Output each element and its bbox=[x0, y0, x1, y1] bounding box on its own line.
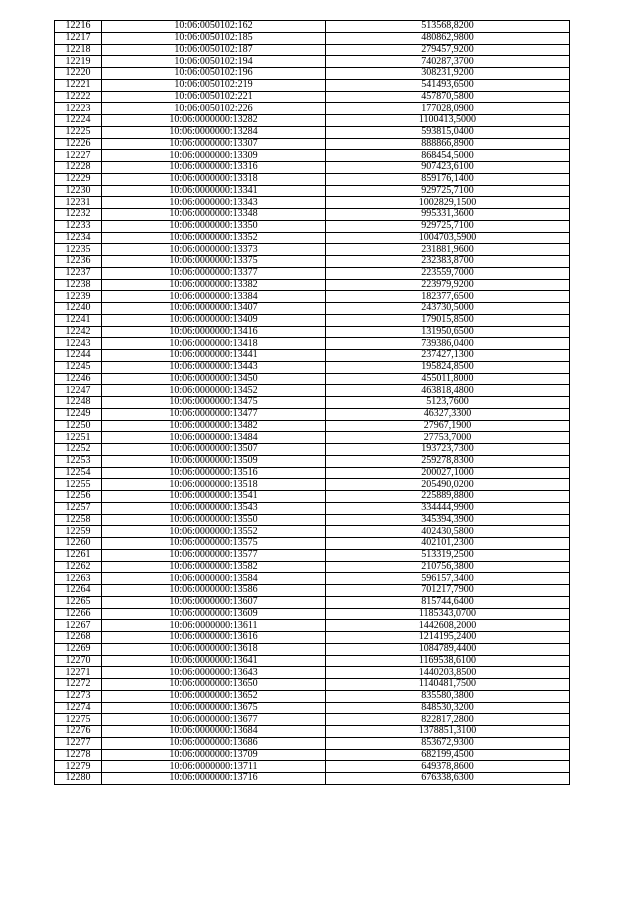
table-row bbox=[55, 126, 570, 138]
table-row bbox=[55, 350, 570, 362]
table-row bbox=[55, 303, 570, 315]
cadastral-value-cell: 223559,7000 bbox=[326, 267, 570, 279]
cadastral-number-cell: 10:06:0000000:13282 bbox=[102, 115, 326, 127]
cadastral-number-cell: 10:06:0000000:13543 bbox=[102, 502, 326, 514]
row-number-cell: 12279 bbox=[55, 761, 102, 773]
cadastral-value-cell: 177028,0900 bbox=[326, 103, 570, 115]
table-row bbox=[55, 432, 570, 444]
row-number-cell: 12235 bbox=[55, 244, 102, 256]
cadastral-number-cell: 10:06:0000000:13516 bbox=[102, 467, 326, 479]
table-row bbox=[55, 138, 570, 150]
row-number-cell: 12244 bbox=[55, 350, 102, 362]
cadastral-value-cell: 1084789,4400 bbox=[326, 643, 570, 655]
row-number-cell: 12237 bbox=[55, 267, 102, 279]
table-row bbox=[55, 68, 570, 80]
row-number-cell: 12230 bbox=[55, 185, 102, 197]
cadastral-value-cell: 345394,3900 bbox=[326, 514, 570, 526]
cadastral-value-cell: 182377,6500 bbox=[326, 291, 570, 303]
cadastral-number-cell: 10:06:0000000:13711 bbox=[102, 761, 326, 773]
cadastral-number-cell: 10:06:0000000:13507 bbox=[102, 444, 326, 456]
cadastral-number-cell: 10:06:0000000:13343 bbox=[102, 197, 326, 209]
row-number-cell: 12276 bbox=[55, 726, 102, 738]
table-row bbox=[55, 526, 570, 538]
row-number-cell: 12228 bbox=[55, 162, 102, 174]
row-number-cell: 12266 bbox=[55, 608, 102, 620]
row-number-cell: 12256 bbox=[55, 491, 102, 503]
cadastral-number-cell: 10:06:0000000:13409 bbox=[102, 314, 326, 326]
cadastral-value-table bbox=[54, 20, 570, 785]
cadastral-value-cell: 193723,7300 bbox=[326, 444, 570, 456]
cadastral-number-cell: 10:06:0000000:13318 bbox=[102, 173, 326, 185]
table-body bbox=[55, 21, 570, 785]
row-number-cell: 12231 bbox=[55, 197, 102, 209]
table-row bbox=[55, 256, 570, 268]
row-number-cell: 12268 bbox=[55, 632, 102, 644]
cadastral-value-cell: 223979,9200 bbox=[326, 279, 570, 291]
table-row bbox=[55, 714, 570, 726]
cadastral-value-cell: 1169538,6100 bbox=[326, 655, 570, 667]
table-row bbox=[55, 514, 570, 526]
cadastral-number-cell: 10:06:0000000:13686 bbox=[102, 737, 326, 749]
row-number-cell: 12255 bbox=[55, 479, 102, 491]
cadastral-value-cell: 200027,1000 bbox=[326, 467, 570, 479]
cadastral-value-cell: 822817,2800 bbox=[326, 714, 570, 726]
cadastral-value-cell: 848530,3200 bbox=[326, 702, 570, 714]
cadastral-value-cell: 739386,0400 bbox=[326, 338, 570, 350]
cadastral-number-cell: 10:06:0000000:13677 bbox=[102, 714, 326, 726]
cadastral-value-cell: 888866,8900 bbox=[326, 138, 570, 150]
row-number-cell: 12248 bbox=[55, 397, 102, 409]
row-number-cell: 12219 bbox=[55, 56, 102, 68]
row-number-cell: 12271 bbox=[55, 667, 102, 679]
table-row bbox=[55, 502, 570, 514]
cadastral-value-cell: 232383,8700 bbox=[326, 256, 570, 268]
cadastral-value-cell: 27753,7000 bbox=[326, 432, 570, 444]
table-row bbox=[55, 620, 570, 632]
row-number-cell: 12253 bbox=[55, 455, 102, 467]
cadastral-number-cell: 10:06:0000000:13650 bbox=[102, 679, 326, 691]
cadastral-number-cell: 10:06:0000000:13477 bbox=[102, 408, 326, 420]
row-number-cell: 12252 bbox=[55, 444, 102, 456]
table-row bbox=[55, 737, 570, 749]
row-number-cell: 12245 bbox=[55, 361, 102, 373]
cadastral-number-cell: 10:06:0050102:219 bbox=[102, 79, 326, 91]
cadastral-value-cell: 231881,9600 bbox=[326, 244, 570, 256]
row-number-cell: 12233 bbox=[55, 220, 102, 232]
cadastral-number-cell: 10:06:0000000:13541 bbox=[102, 491, 326, 503]
row-number-cell: 12267 bbox=[55, 620, 102, 632]
cadastral-value-cell: 225889,8800 bbox=[326, 491, 570, 503]
cadastral-number-cell: 10:06:0000000:13348 bbox=[102, 209, 326, 221]
row-number-cell: 12277 bbox=[55, 737, 102, 749]
table-row bbox=[55, 420, 570, 432]
row-number-cell: 12273 bbox=[55, 690, 102, 702]
table-row bbox=[55, 232, 570, 244]
row-number-cell: 12262 bbox=[55, 561, 102, 573]
cadastral-number-cell: 10:06:0000000:13675 bbox=[102, 702, 326, 714]
cadastral-value-cell: 1185343,0700 bbox=[326, 608, 570, 620]
table-row bbox=[55, 162, 570, 174]
row-number-cell: 12240 bbox=[55, 303, 102, 315]
cadastral-number-cell: 10:06:0000000:13350 bbox=[102, 220, 326, 232]
cadastral-value-cell: 259278,8300 bbox=[326, 455, 570, 467]
cadastral-value-cell: 853672,9300 bbox=[326, 737, 570, 749]
row-number-cell: 12275 bbox=[55, 714, 102, 726]
cadastral-value-cell: 835580,3800 bbox=[326, 690, 570, 702]
table-row bbox=[55, 467, 570, 479]
table-row bbox=[55, 185, 570, 197]
cadastral-number-cell: 10:06:0000000:13441 bbox=[102, 350, 326, 362]
table-row bbox=[55, 773, 570, 785]
cadastral-value-cell: 929725,7100 bbox=[326, 220, 570, 232]
cadastral-number-cell: 10:06:0000000:13450 bbox=[102, 373, 326, 385]
row-number-cell: 12224 bbox=[55, 115, 102, 127]
cadastral-value-cell: 463818,4800 bbox=[326, 385, 570, 397]
row-number-cell: 12222 bbox=[55, 91, 102, 103]
cadastral-value-cell: 907423,6100 bbox=[326, 162, 570, 174]
cadastral-value-cell: 1214195,2400 bbox=[326, 632, 570, 644]
cadastral-value-cell: 46327,3300 bbox=[326, 408, 570, 420]
row-number-cell: 12263 bbox=[55, 573, 102, 585]
table-row bbox=[55, 479, 570, 491]
table-row bbox=[55, 91, 570, 103]
row-number-cell: 12236 bbox=[55, 256, 102, 268]
row-number-cell: 12247 bbox=[55, 385, 102, 397]
cadastral-value-cell: 541493,6500 bbox=[326, 79, 570, 91]
cadastral-number-cell: 10:06:0000000:13475 bbox=[102, 397, 326, 409]
cadastral-number-cell: 10:06:0000000:13582 bbox=[102, 561, 326, 573]
cadastral-value-cell: 1440203,8500 bbox=[326, 667, 570, 679]
cadastral-number-cell: 10:06:0000000:13609 bbox=[102, 608, 326, 620]
table-row bbox=[55, 455, 570, 467]
table-row bbox=[55, 585, 570, 597]
row-number-cell: 12251 bbox=[55, 432, 102, 444]
cadastral-value-cell: 701217,7900 bbox=[326, 585, 570, 597]
row-number-cell: 12216 bbox=[55, 21, 102, 33]
row-number-cell: 12261 bbox=[55, 549, 102, 561]
cadastral-value-cell: 334444,9900 bbox=[326, 502, 570, 514]
cadastral-value-cell: 1442608,2000 bbox=[326, 620, 570, 632]
row-number-cell: 12243 bbox=[55, 338, 102, 350]
table-row bbox=[55, 279, 570, 291]
cadastral-value-cell: 868454,5000 bbox=[326, 150, 570, 162]
cadastral-number-cell: 10:06:0000000:13509 bbox=[102, 455, 326, 467]
row-number-cell: 12220 bbox=[55, 68, 102, 80]
row-number-cell: 12239 bbox=[55, 291, 102, 303]
row-number-cell: 12269 bbox=[55, 643, 102, 655]
cadastral-number-cell: 10:06:0000000:13618 bbox=[102, 643, 326, 655]
row-number-cell: 12270 bbox=[55, 655, 102, 667]
table-row bbox=[55, 385, 570, 397]
cadastral-number-cell: 10:06:0000000:13577 bbox=[102, 549, 326, 561]
row-number-cell: 12265 bbox=[55, 596, 102, 608]
table-row bbox=[55, 314, 570, 326]
cadastral-number-cell: 10:06:0000000:13550 bbox=[102, 514, 326, 526]
row-number-cell: 12223 bbox=[55, 103, 102, 115]
table-row bbox=[55, 596, 570, 608]
cadastral-number-cell: 10:06:0000000:13452 bbox=[102, 385, 326, 397]
table-row bbox=[55, 408, 570, 420]
cadastral-number-cell: 10:06:0000000:13518 bbox=[102, 479, 326, 491]
cadastral-number-cell: 10:06:0000000:13611 bbox=[102, 620, 326, 632]
cadastral-value-cell: 740287,3700 bbox=[326, 56, 570, 68]
cadastral-number-cell: 10:06:0000000:13375 bbox=[102, 256, 326, 268]
cadastral-value-cell: 179015,8500 bbox=[326, 314, 570, 326]
table-row bbox=[55, 326, 570, 338]
row-number-cell: 12257 bbox=[55, 502, 102, 514]
table-row bbox=[55, 643, 570, 655]
row-number-cell: 12242 bbox=[55, 326, 102, 338]
cadastral-value-cell: 649378,8600 bbox=[326, 761, 570, 773]
table-row bbox=[55, 573, 570, 585]
table-row bbox=[55, 56, 570, 68]
cadastral-value-cell: 815744,6400 bbox=[326, 596, 570, 608]
cadastral-value-cell: 682199,4500 bbox=[326, 749, 570, 761]
row-number-cell: 12264 bbox=[55, 585, 102, 597]
cadastral-value-cell: 279457,9200 bbox=[326, 44, 570, 56]
cadastral-value-cell: 596157,3400 bbox=[326, 573, 570, 585]
cadastral-number-cell: 10:06:0050102:187 bbox=[102, 44, 326, 56]
cadastral-value-cell: 27967,1900 bbox=[326, 420, 570, 432]
cadastral-number-cell: 10:06:0050102:162 bbox=[102, 21, 326, 33]
cadastral-number-cell: 10:06:0000000:13552 bbox=[102, 526, 326, 538]
table-row bbox=[55, 173, 570, 185]
cadastral-value-cell: 995331,3600 bbox=[326, 209, 570, 221]
cadastral-number-cell: 10:06:0000000:13316 bbox=[102, 162, 326, 174]
cadastral-number-cell: 10:06:0000000:13484 bbox=[102, 432, 326, 444]
table-row bbox=[55, 538, 570, 550]
table-row bbox=[55, 444, 570, 456]
cadastral-number-cell: 10:06:0000000:13716 bbox=[102, 773, 326, 785]
cadastral-number-cell: 10:06:0000000:13341 bbox=[102, 185, 326, 197]
cadastral-value-cell: 195824,8500 bbox=[326, 361, 570, 373]
table-row bbox=[55, 373, 570, 385]
cadastral-number-cell: 10:06:0000000:13443 bbox=[102, 361, 326, 373]
table-row bbox=[55, 549, 570, 561]
cadastral-number-cell: 10:06:0000000:13641 bbox=[102, 655, 326, 667]
cadastral-value-cell: 402101,2300 bbox=[326, 538, 570, 550]
table-row bbox=[55, 667, 570, 679]
cadastral-number-cell: 10:06:0050102:221 bbox=[102, 91, 326, 103]
cadastral-value-cell: 1002829,1500 bbox=[326, 197, 570, 209]
cadastral-number-cell: 10:06:0000000:13407 bbox=[102, 303, 326, 315]
table-row bbox=[55, 32, 570, 44]
table-row bbox=[55, 608, 570, 620]
cadastral-number-cell: 10:06:0050102:185 bbox=[102, 32, 326, 44]
cadastral-value-cell: 513319,2500 bbox=[326, 549, 570, 561]
table-row bbox=[55, 702, 570, 714]
cadastral-number-cell: 10:06:0000000:13482 bbox=[102, 420, 326, 432]
table-row bbox=[55, 115, 570, 127]
row-number-cell: 12238 bbox=[55, 279, 102, 291]
cadastral-value-cell: 308231,9200 bbox=[326, 68, 570, 80]
cadastral-value-cell: 513568,8200 bbox=[326, 21, 570, 33]
cadastral-value-cell: 455011,8000 bbox=[326, 373, 570, 385]
cadastral-value-cell: 131950,6500 bbox=[326, 326, 570, 338]
cadastral-number-cell: 10:06:0000000:13416 bbox=[102, 326, 326, 338]
table-row bbox=[55, 361, 570, 373]
table-row bbox=[55, 655, 570, 667]
cadastral-value-cell: 859176,1400 bbox=[326, 173, 570, 185]
row-number-cell: 12249 bbox=[55, 408, 102, 420]
cadastral-value-cell: 237427,1300 bbox=[326, 350, 570, 362]
row-number-cell: 12260 bbox=[55, 538, 102, 550]
row-number-cell: 12226 bbox=[55, 138, 102, 150]
cadastral-number-cell: 10:06:0050102:226 bbox=[102, 103, 326, 115]
cadastral-value-cell: 1378851,3100 bbox=[326, 726, 570, 738]
table-row bbox=[55, 679, 570, 691]
cadastral-number-cell: 10:06:0000000:13284 bbox=[102, 126, 326, 138]
table-row bbox=[55, 103, 570, 115]
table-row bbox=[55, 491, 570, 503]
row-number-cell: 12254 bbox=[55, 467, 102, 479]
table-row bbox=[55, 338, 570, 350]
row-number-cell: 12258 bbox=[55, 514, 102, 526]
cadastral-value-cell: 5123,7600 bbox=[326, 397, 570, 409]
row-number-cell: 12259 bbox=[55, 526, 102, 538]
cadastral-number-cell: 10:06:0000000:13643 bbox=[102, 667, 326, 679]
cadastral-number-cell: 10:06:0000000:13684 bbox=[102, 726, 326, 738]
cadastral-value-cell: 480862,9800 bbox=[326, 32, 570, 44]
cadastral-number-cell: 10:06:0000000:13652 bbox=[102, 690, 326, 702]
row-number-cell: 12246 bbox=[55, 373, 102, 385]
cadastral-number-cell: 10:06:0000000:13575 bbox=[102, 538, 326, 550]
cadastral-number-cell: 10:06:0050102:196 bbox=[102, 68, 326, 80]
cadastral-number-cell: 10:06:0000000:13607 bbox=[102, 596, 326, 608]
cadastral-number-cell: 10:06:0000000:13709 bbox=[102, 749, 326, 761]
cadastral-number-cell: 10:06:0000000:13584 bbox=[102, 573, 326, 585]
row-number-cell: 12234 bbox=[55, 232, 102, 244]
table-row bbox=[55, 561, 570, 573]
row-number-cell: 12250 bbox=[55, 420, 102, 432]
cadastral-number-cell: 10:06:0000000:13309 bbox=[102, 150, 326, 162]
cadastral-value-cell: 243730,5000 bbox=[326, 303, 570, 315]
cadastral-number-cell: 10:06:0000000:13586 bbox=[102, 585, 326, 597]
row-number-cell: 12232 bbox=[55, 209, 102, 221]
cadastral-number-cell: 10:06:0000000:13352 bbox=[102, 232, 326, 244]
cadastral-value-cell: 402430,5800 bbox=[326, 526, 570, 538]
cadastral-number-cell: 10:06:0000000:13418 bbox=[102, 338, 326, 350]
row-number-cell: 12221 bbox=[55, 79, 102, 91]
cadastral-number-cell: 10:06:0000000:13377 bbox=[102, 267, 326, 279]
cadastral-value-cell: 1140481,7500 bbox=[326, 679, 570, 691]
table-row bbox=[55, 44, 570, 56]
cadastral-number-cell: 10:06:0000000:13616 bbox=[102, 632, 326, 644]
row-number-cell: 12217 bbox=[55, 32, 102, 44]
row-number-cell: 12241 bbox=[55, 314, 102, 326]
table-row bbox=[55, 79, 570, 91]
table-row bbox=[55, 209, 570, 221]
row-number-cell: 12278 bbox=[55, 749, 102, 761]
cadastral-number-cell: 10:06:0050102:194 bbox=[102, 56, 326, 68]
cadastral-value-cell: 929725,7100 bbox=[326, 185, 570, 197]
table-row bbox=[55, 726, 570, 738]
cadastral-number-cell: 10:06:0000000:13373 bbox=[102, 244, 326, 256]
row-number-cell: 12229 bbox=[55, 173, 102, 185]
cadastral-value-cell: 676338,6300 bbox=[326, 773, 570, 785]
cadastral-value-cell: 1100413,5000 bbox=[326, 115, 570, 127]
row-number-cell: 12225 bbox=[55, 126, 102, 138]
table-row bbox=[55, 220, 570, 232]
row-number-cell: 12280 bbox=[55, 773, 102, 785]
row-number-cell: 12274 bbox=[55, 702, 102, 714]
cadastral-value-cell: 210756,3800 bbox=[326, 561, 570, 573]
table-row bbox=[55, 21, 570, 33]
cadastral-value-cell: 1004703,5900 bbox=[326, 232, 570, 244]
cadastral-number-cell: 10:06:0000000:13382 bbox=[102, 279, 326, 291]
cadastral-value-cell: 205490,0200 bbox=[326, 479, 570, 491]
row-number-cell: 12272 bbox=[55, 679, 102, 691]
table-row bbox=[55, 291, 570, 303]
table-row bbox=[55, 267, 570, 279]
table-row bbox=[55, 749, 570, 761]
cadastral-value-cell: 457870,5800 bbox=[326, 91, 570, 103]
row-number-cell: 12227 bbox=[55, 150, 102, 162]
table-row bbox=[55, 761, 570, 773]
table-row bbox=[55, 632, 570, 644]
table-row bbox=[55, 397, 570, 409]
table-row bbox=[55, 150, 570, 162]
table-row bbox=[55, 244, 570, 256]
row-number-cell: 12218 bbox=[55, 44, 102, 56]
table-row bbox=[55, 690, 570, 702]
cadastral-value-cell: 593815,0400 bbox=[326, 126, 570, 138]
cadastral-number-cell: 10:06:0000000:13307 bbox=[102, 138, 326, 150]
cadastral-number-cell: 10:06:0000000:13384 bbox=[102, 291, 326, 303]
table-row bbox=[55, 197, 570, 209]
